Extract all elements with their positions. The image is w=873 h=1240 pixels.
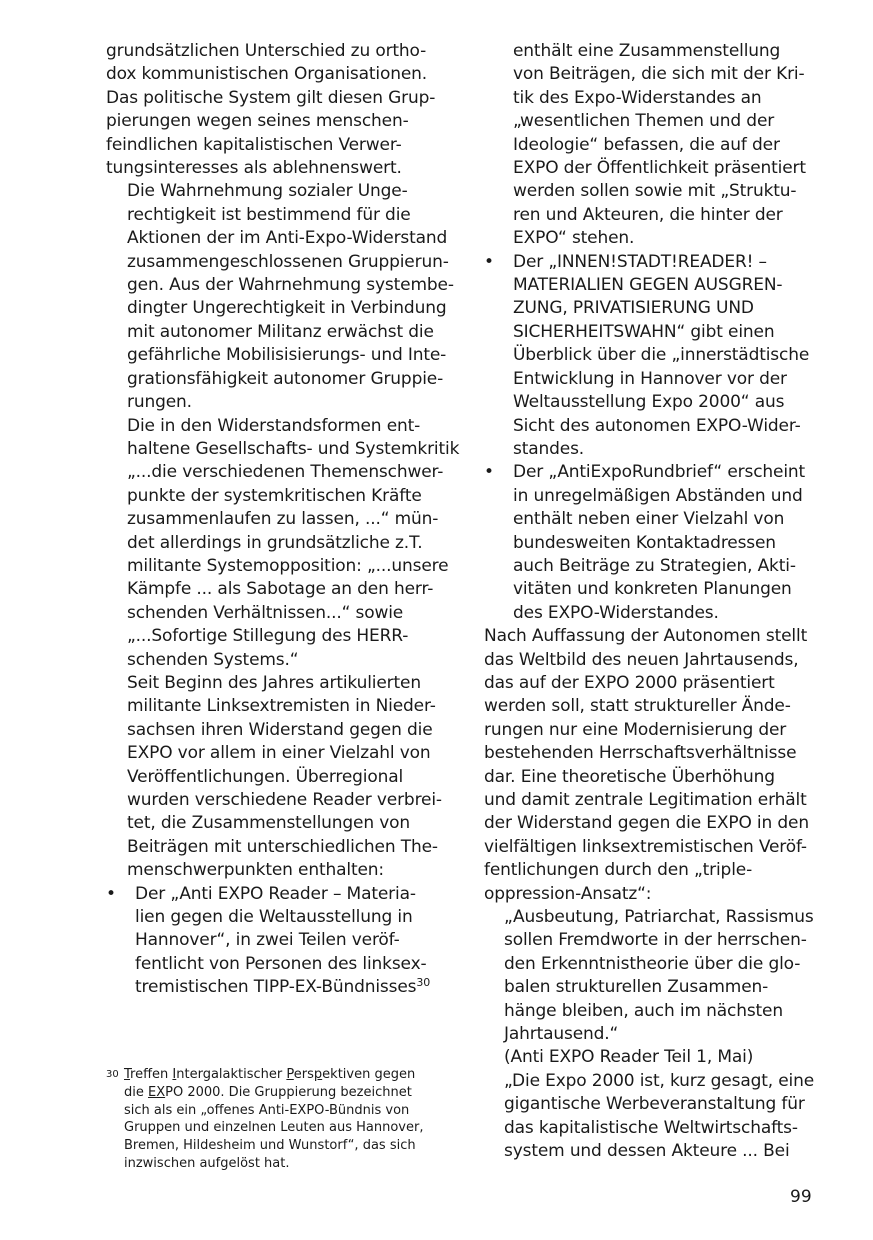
text-line: EXPO“ stehen. [513,228,635,249]
left-paragraph-2 [106,180,452,414]
footnote-reference[interactable]: 30 [416,976,431,990]
footnote-number: 30 [106,1069,119,1080]
text-line: von Beiträgen, die sich mit der Kri- [513,64,805,85]
left-bullet-list [106,883,452,1000]
text-line: Aktionen der im Anti-Expo-Widerstand [127,228,448,249]
text-line: militante Systemopposition: „...unsere [127,555,449,576]
text-line: Jahrtausend.“ [504,1024,619,1045]
text-line: Das politische System gilt diesen Grup- [106,87,436,108]
bullet-icon: • [484,251,494,272]
text-line: hänge bleiben, auch im nächsten [504,1000,783,1021]
footnote-line [124,1066,452,1084]
text-line: militante Linksextremisten in Nieder- [127,696,436,717]
text-line: Seit Beginn des Jahres artikulierten [127,672,421,693]
text-line: auch Beiträge zu Strategien, Akti- [513,555,796,576]
text-line: Sicht des autonomen EXPO-Wider- [513,415,801,436]
text-line: feindlichen kapitalistischen Verwer- [106,134,402,155]
bullet-icon: • [106,883,116,904]
text-line: gefährliche Mobilisisierungs- und Inte- [127,345,447,366]
text-line: ZUNG, PRIVATISIERUNG UND [513,298,754,319]
text-line: „wesentlichen Themen und der [513,111,775,132]
text-fragment: ers [293,1067,314,1082]
text-line: schenden Systems.“ [127,649,299,670]
text-line: ren und Akteuren, die hinter der [513,204,783,225]
text-line: schenden Verhältnissen...“ sowie [127,602,404,623]
block-quote-1 [484,906,830,1070]
underlined-initial: T [124,1067,131,1082]
text-fragment: ntergalaktischer [176,1067,287,1082]
text-line: menschwerpunkten enthalten: [127,860,385,881]
text-line: Beiträgen mit unterschiedlichen The- [127,836,438,857]
text-line: fentlicht von Personen des linksex- [135,953,427,974]
text-line: „Die Expo 2000 ist, kurz gesagt, eine [504,1070,815,1091]
left-paragraph-1 [106,40,452,180]
text-line: oppression-Ansatz“: [484,883,652,904]
underlined-initial: p [313,1067,323,1082]
quote-source: (Anti EXPO Reader Teil 1, Mai) [504,1047,754,1068]
text-line: fentlichungen durch den „triple- [484,860,753,881]
bullet-icon: • [484,462,494,483]
bullet-item-innenstadt-reader [484,251,830,462]
text-line: Der „Anti EXPO Reader – Materia- [135,883,416,904]
text-line: sollen Fremdworte in der herrschen- [504,930,807,951]
footnote-line: sich als ein „offenes Anti-EXPO-Bündnis von [124,1102,410,1118]
text-line: in unregelmäßigen Abständen und [513,485,803,506]
text-line: „...Sofortige Stillegung des HERR- [127,626,409,647]
text-fragment: tremistischen TIPP-EX-Bündnisses [135,977,417,998]
footnote-body [106,1066,452,1173]
text-line: Nach Auffassung der Autonomen stellt [484,626,808,647]
text-line: des EXPO-Widerstandes. [513,602,719,623]
text-line: MATERIALIEN GEGEN AUSGREN- [513,275,783,296]
text-line: Ideologie“ befassen, die auf der [513,134,780,155]
footnote-line: Gruppen und einzelnen Leuten aus Hannover, [124,1120,424,1136]
text-line: grundsätzlichen Unterschied zu ortho- [106,41,427,61]
text-line: rechtigkeit ist bestimmend für die [127,204,411,225]
left-column [106,40,460,1000]
text-line: dox kommunistischen Organisationen. [106,64,428,85]
bullet-item-antiexpo-rundbrief [484,461,830,625]
page-number: 99 [790,1187,812,1207]
text-line: das kapitalistische Weltwirtschafts- [504,1117,798,1138]
underlined-initial: EX [148,1084,166,1100]
text-line: tungsinteresses als ablehnenswert. [106,158,402,179]
text-line: grationsfähigkeit autonomer Gruppie- [127,368,444,389]
text-line: det allerdings in grundsätzliche z.T. [127,532,423,553]
text-fragment: reffen [130,1067,173,1082]
text-line: Der „AntiExpoRundbrief“ erscheint [513,462,806,483]
text-line: gigantische Werbeveranstaltung für [504,1094,805,1115]
block-quote-2 [484,1070,830,1164]
text-line: Die Wahrnehmung sozialer Unge- [127,181,408,202]
text-line: gen. Aus der Wahrnehmung systembe- [127,275,454,296]
text-line: Veröffentlichungen. Überregional [127,766,404,787]
left-paragraph-4 [106,672,452,883]
right-column [484,40,830,1164]
text-line: tet, die Zusammenstellungen von [127,813,411,834]
footnote-line: inzwischen aufgelöst hat. [124,1155,290,1171]
text-fragment: die [124,1084,148,1100]
text-line: bestehenden Herrschaftsverhältnisse [484,743,797,764]
text-line: zusammenlaufen zu lassen, ...“ mün- [127,509,439,530]
text-line: haltene Gesellschafts- und Systemkritik [127,438,460,459]
text-line: das auf der EXPO 2000 präsentiert [484,672,775,693]
text-fragment: PO 2000. Die Gruppierung bezeichnet [165,1084,412,1100]
text-line: tik des Expo-Widerstandes an [513,87,762,108]
text-line: EXPO vor allem in einer Vielzahl von [127,743,431,764]
text-line: enthält neben einer Vielzahl von [513,509,785,530]
text-line [135,976,452,999]
text-line: EXPO der Öffentlichkeit präsentiert [513,158,806,179]
text-line: dingter Ungerechtigkeit in Verbindung [127,298,447,319]
text-line: bundesweiten Kontaktadressen [513,532,776,553]
text-line: und damit zentrale Legitimation erhält [484,790,807,810]
text-line: dar. Eine theoretische Überhöhung [484,766,775,787]
text-line: den Erkenntnistheorie über die glo- [504,953,801,974]
text-line: mit autonomer Militanz erwächst die [127,321,434,342]
text-line: vitäten und konkreten Planungen [513,579,792,600]
text-line: der Widerstand gegen die EXPO in den [484,813,809,834]
text-fragment: ektiven gegen [322,1067,416,1082]
text-line: zusammengeschlossenen Gruppierun- [127,251,449,272]
text-line: Hannover“, in zwei Teilen veröf- [135,930,400,951]
text-line: sachsen ihren Widerstand gegen die [127,719,433,740]
text-line: punkte der systemkritischen Kräfte [127,485,422,506]
right-paragraph-1 [484,625,830,906]
text-line: system und dessen Akteure ... Bei [504,1141,790,1162]
underlined-initial: I [172,1067,177,1082]
text-line: lien gegen die Weltausstellung in [135,907,413,928]
text-line: standes. [513,438,585,459]
text-line: Überblick über die „innerstädtische [513,345,810,366]
text-line: Die in den Widerstandsformen ent- [127,415,421,436]
text-line: „...die verschiedenen Themenschwer- [127,462,444,483]
text-line: Weltausstellung Expo 2000“ aus [513,392,785,413]
text-line: werden soll, statt struktureller Ände- [484,696,791,717]
right-bullet-list [484,251,830,626]
bullet-item-continuation [484,40,830,251]
underlined-initial: P [286,1067,294,1082]
footnote-line: Bremen, Hildesheim und Wunstorf“, das sich [124,1138,416,1154]
text-line: das Weltbild des neuen Jahrtausends, [484,649,799,670]
text-line: Entwicklung in Hannover vor der [513,368,787,389]
bullet-item-anti-expo-reader [106,883,452,1000]
text-line: werden sollen sowie mit „Struktu- [513,181,797,202]
text-line: vielfältigen linksextremistischen Veröf- [484,836,807,857]
text-line: SICHERHEITSWAHN“ gibt einen [513,321,775,342]
text-line: balen strukturellen Zusammen- [504,977,769,998]
text-line: rungen nur eine Modernisierung der [484,719,787,740]
text-line: Der „INNEN!STADT!READER! – [513,251,767,272]
left-paragraph-3 [106,415,460,672]
text-line: pierungen wegen seines menschen- [106,111,409,132]
footnote-line [124,1084,452,1102]
text-line: wurden verschiedene Reader verbrei- [127,790,442,810]
text-line: enthält eine Zusammenstellung [513,41,781,61]
text-line: Kämpfe ... als Sabotage an den herr- [127,579,434,600]
text-line: „Ausbeutung, Patriarchat, Rassismus [504,907,814,928]
text-line: rungen. [127,392,192,413]
footnote [106,1066,452,1173]
